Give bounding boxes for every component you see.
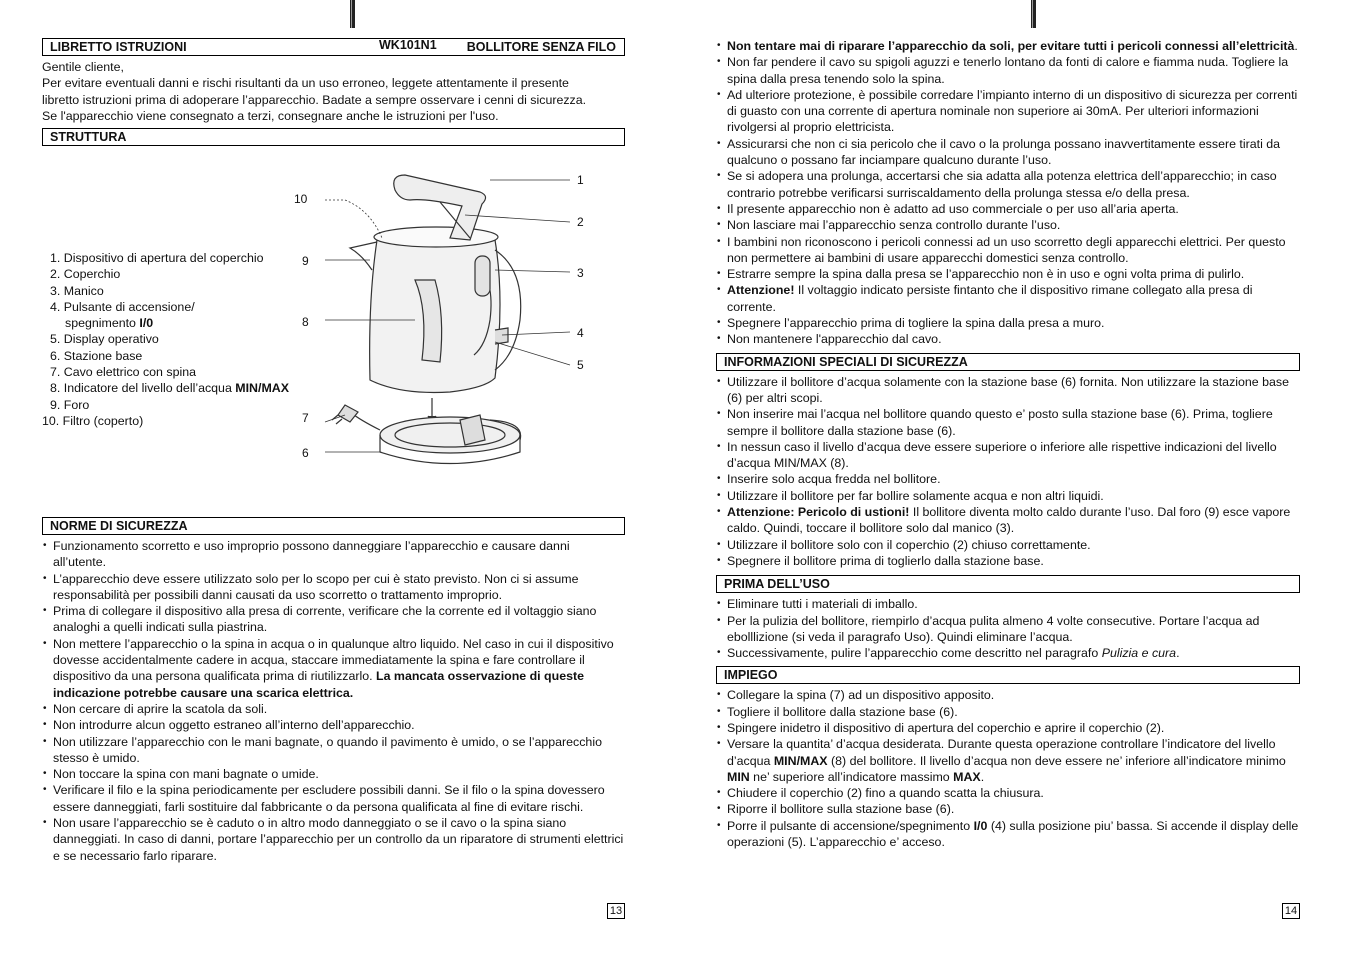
fig-label-7: 7 <box>302 411 309 425</box>
list-item: • Ad ulteriore protezione, è possibile corredare l’impianto interno di un dispositivo di sicurezza per correnti di guasto con una corrente di apertura nominale non superiore ai 30mA. Per ulteriori informazioni rivolgersi al proprio elettricista. <box>716 87 1300 136</box>
norme-section <box>42 517 625 864</box>
list-item: • Non inserire mai l’acqua nel bollitore quando questo e’ posto sulla stazione base (6). Prima, togliere sempre il bollitore dalla stazione base (6). <box>716 406 1300 439</box>
list-item: • Non tentare mai di riparare l’apparecchio da soli, per evitare tutti i pericoli connessi all’elettricità. <box>716 38 1300 54</box>
intro-line: Se l'apparecchio viene consegnato a terzi, consegnare anche le istruzioni per l'uso. <box>42 108 499 123</box>
title-bar <box>42 38 625 56</box>
legend-bold: MIN/MAX <box>235 381 289 396</box>
list-item: • Spegnere il bollitore prima di toglierlo dalla stazione base. <box>716 553 1300 569</box>
fig-label-3: 3 <box>577 266 584 280</box>
list-item: • Estrarre sempre la spina dalla presa se l’apparecchio non è in uso e ogni volta prima di pulirlo. <box>716 266 1300 282</box>
list-item: • Non cercare di aprire la scatola da soli. <box>42 701 625 717</box>
list-item: • Prima di collegare il dispositivo alla presa di corrente, verificare che la corrente ed il voltaggio siano analoghi a quelli indicati sulla piastrina. <box>42 603 625 636</box>
fig-label-10: 10 <box>294 192 308 206</box>
list-item <box>716 818 1300 851</box>
list-item <box>716 282 1300 315</box>
safety-list <box>716 38 1300 348</box>
legend-item: 10. Filtro (coperto) <box>42 413 144 428</box>
right-page-mark <box>1031 0 1036 28</box>
legend-item: 6. Stazione base <box>50 348 143 363</box>
norme-list <box>42 538 625 864</box>
list-item: • Non usare l’apparecchio se è caduto o in altro modo danneggiato o se il cavo o la spina siano danneggiati. In caso di danni, portare l’apparecchio per un controllo da un riparatore di strumenti elettrici e se necessario farlo riparare. <box>42 815 625 864</box>
info-list <box>716 374 1300 570</box>
legend-item: 9. Foro <box>50 397 90 412</box>
norme-header: NORME DI SICUREZZA <box>42 517 625 535</box>
impiego-list <box>716 687 1300 850</box>
list-text: Porre il pulsante di accensione/spegnimento <box>727 818 971 833</box>
fig-label-5: 5 <box>577 358 584 372</box>
list-item: • L’apparecchio deve essere utilizzato solo per lo scopo per cui è stato previsto. Non ci si assume responsabilità per possibili danni causati da uso scorretto o trattamento improprio. <box>42 571 625 604</box>
legend-text: spegnimento <box>65 316 136 331</box>
list-bold: Attenzione: Pericolo di ustioni! <box>727 505 910 520</box>
list-item: • Utilizzare il bollitore per far bollire solamente acqua e non altri liquidi. <box>716 488 1300 504</box>
list-item: • Funzionamento scorretto e uso improprio possono danneggiare l’apparecchio e causare danni all’utente. <box>42 538 625 571</box>
list-text: (4) sulla posizione piu’ bassa. Si accende il display delle operazioni (5). L’apparecchio e’ acceso. <box>727 818 1299 850</box>
intro-line: Per evitare eventuali danni e rischi risultanti da un uso erroneo, leggete attentamente il presente <box>42 76 569 91</box>
list-text: Successivamente, pulire l’apparecchio come descritto nel paragrafo <box>727 646 1099 661</box>
model-number: WK101N1 <box>379 38 437 52</box>
list-item: • Successivamente, pulire l’apparecchio come descritto nel paragrafo Pulizia e cura. <box>716 645 1300 661</box>
intro-line: libretto istruzioni prima di adoperare l’apparecchio. Badate a sempre osservare i cenni di sicurezza. <box>42 92 587 107</box>
list-bold: Non tentare mai di riparare l’apparecchio da soli, per evitare tutti i pericoli connessi all’elettricità <box>727 39 1295 53</box>
list-item: • Non toccare la spina con mani bagnate o umide. <box>42 766 625 782</box>
manual-title: LIBRETTO ISTRUZIONI <box>50 40 187 54</box>
list-item: • Non utilizzare l’apparecchio con le mani bagnate, o quando il pavimento è umido, o se l’apparecchio stesso è umido. <box>42 734 625 767</box>
list-bold: MAX <box>953 769 981 784</box>
prima-list <box>716 596 1300 661</box>
intro-line: Gentile cliente, <box>42 60 124 74</box>
list-text: Versare la quantita’ d’acqua desiderata. Durante questa operazione controllare l’indicatore del livello d’acqua <box>727 737 1276 768</box>
fig-label-8: 8 <box>302 315 309 329</box>
fig-label-9: 9 <box>302 254 309 268</box>
list-item: • I bambini non riconoscono i pericoli connessi ad un uso scorretto degli apparecchi elettrici. Per questo non permettere ai bambini di usare apparecchi domestici senza controllo. <box>716 234 1300 267</box>
list-text: ne’ superiore all’indicatore massimo <box>753 769 950 784</box>
list-bold: La mancata osservazione di queste indicazione potrebbe causare una scarica elettrica. <box>53 669 584 700</box>
list-item: • Versare la quantita’ d’acqua desiderata. Durante questa operazione controllare l’indicatore del livello d’acqua MIN/MAX (8) del bollitore. Il livello d’acqua non deve essere ne’ inferiore all’indicatore minimo MIN ne’ superiore all’indicatore massimo MAX. <box>716 736 1300 785</box>
kettle-diagram <box>250 130 595 480</box>
list-item: • Se si adopera una prolunga, accertarsi che sia adatta alla potenza elettrica dell’apparecchio; in caso contrario potrebbe verificarsi surriscaldamento della prolunga stessa e/o della presa. <box>716 168 1300 201</box>
list-item: • Per la pulizia del bollitore, riempirlo d’acqua pulita almeno 4 volte consecutive. Portare l’acqua ad ebolllizione (si veda il paragrafo Uso). Quindi eliminare l’acqua. <box>716 613 1300 646</box>
legend-item: 3. Manico <box>50 283 104 298</box>
list-item: • Il presente apparecchio non è adatto ad uso commerciale o per uso all’aria aperta. <box>716 201 1300 217</box>
info-header: INFORMAZIONI SPECIALI DI SICUREZZA <box>716 353 1300 371</box>
list-item: • Collegare la spina (7) ad un dispositivo apposito. <box>716 687 1300 703</box>
struttura-header: STRUTTURA <box>42 128 625 146</box>
impiego-header: IMPIEGO <box>716 666 1300 684</box>
list-item: • Eliminare tutti i materiali di imballo. <box>716 596 1300 612</box>
fig-label-4: 4 <box>577 326 584 340</box>
list-item: • Utilizzare il bollitore d’acqua solamente con la stazione base (6) fornita. Non utilizzare la stazione base (6) per altri scopi. <box>716 374 1300 407</box>
list-item: • Utilizzare il bollitore solo con il coperchio (2) chiuso correttamente. <box>716 537 1300 553</box>
list-item: • Togliere il bollitore dalla stazione base (6). <box>716 704 1300 720</box>
legend-item: 7. Cavo elettrico con spina <box>50 365 197 380</box>
list-item: • Verificare il filo e la spina periodicamente per escludere possibili danni. Se il filo o la spina dovessero essere danneggiati, farli sostituire dal fabbricante o da persona qualificata al fine di evitare rischi. <box>42 782 625 815</box>
list-item: • In nessun caso il livello d’acqua deve essere superiore o inferiore alle rispettive indicazioni del livello d’acqua MIN/MAX (8). <box>716 439 1300 472</box>
legend-item: 5. Display operativo <box>50 332 159 347</box>
list-bold: MIN <box>727 769 750 784</box>
list-item: • Riporre il bollitore sulla stazione base (6). <box>716 801 1300 817</box>
list-item: • Spegnere l’apparecchio prima di togliere la spina dalla presa a muro. <box>716 315 1300 331</box>
list-bold: Attenzione! <box>727 283 795 298</box>
product-name: BOLLITORE SENZA FILO <box>466 40 616 54</box>
list-item: • Chiudere il coperchio (2) fino a quando scatta la chiusura. <box>716 785 1300 801</box>
legend-item: 2. Coperchio <box>50 267 121 282</box>
list-bold: I/0 <box>973 818 988 833</box>
list-item <box>42 636 625 701</box>
list-text: Il voltaggio indicato persiste fintanto che il dispositivo rimane collegato alla presa di corrente. <box>727 283 1253 314</box>
list-item: • Non mantenere l'apparecchio dal cavo. <box>716 331 1300 347</box>
list-item <box>716 504 1300 537</box>
list-item: • Non introdurre alcun oggetto estraneo all’interno dell’apparecchio. <box>42 717 625 733</box>
page-number-right: 14 <box>1282 903 1300 919</box>
fig-label-2: 2 <box>577 215 584 229</box>
legend-text: 8. Indicatore del livello dell’acqua <box>50 381 232 396</box>
fig-label-6: 6 <box>302 446 309 460</box>
legend-item: 4. Pulsante di accensione/ <box>50 299 195 314</box>
list-item: • Spingere inidetro il dispositivo di apertura del coperchio e aprire il coperchio (2). <box>716 720 1300 736</box>
list-item: • Non lasciare mai l’apparecchio senza controllo durante l’uso. <box>716 217 1300 233</box>
legend-item: 1. Dispositivo di apertura del coperchio <box>50 251 264 265</box>
list-text: Il bollitore diventa molto caldo durante l’uso. Dal foro (9) esce vapore caldo. Quindi, toccare il bollitore solo dal manico (3). <box>727 505 1291 536</box>
list-item: • Inserire solo acqua fredda nel bollitore. <box>716 471 1300 487</box>
list-item: • Non far pendere il cavo su spigoli aguzzi e tenerlo lontano da fonti di calore e fiamma nuda. Togliere la spina dalla presa tenendo solo la spina. <box>716 54 1300 87</box>
left-page-mark <box>350 0 355 28</box>
list-italic: Pulizia e cura <box>1101 646 1177 661</box>
list-text: (8) del bollitore. Il livello d’acqua non deve essere ne’ inferiore all’indicatore minimo <box>831 753 1286 768</box>
intro-text <box>42 59 625 124</box>
right-column <box>716 38 1300 850</box>
page-number-left: 13 <box>607 903 625 919</box>
legend-bold: I/0 <box>139 316 154 331</box>
list-item: • Assicurarsi che non ci sia pericolo che il cavo o la prolunga possano inavvertitamente essere tirati da qualcuno o possano far inciampare qualcuno durante l’uso. <box>716 136 1300 169</box>
list-text: Non mettere l’apparecchio o la spina in acqua o in qualunque altro liquido. Nel caso in cui il dispositivo dovesse accidentalmente cadere in acqua, staccare immediatamente la spina e fare controllare il dispositivo da una persona qualificata prima di riutilizzarlo. <box>53 636 614 684</box>
prima-header: PRIMA DELL’USO <box>716 575 1300 593</box>
list-bold: MIN/MAX <box>773 753 828 768</box>
fig-label-1: 1 <box>577 173 584 187</box>
